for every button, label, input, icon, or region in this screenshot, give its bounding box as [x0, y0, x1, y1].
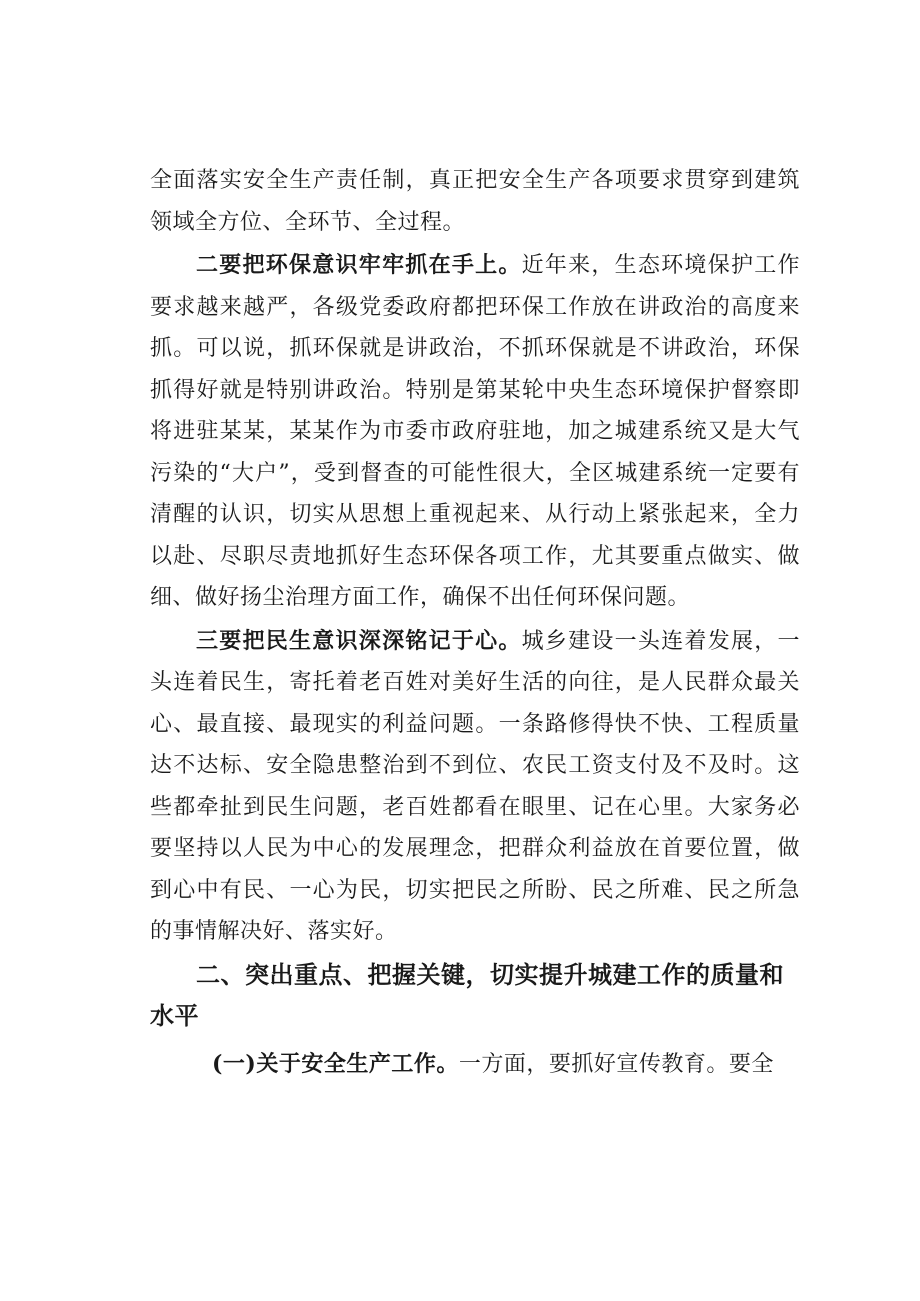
section-heading: 二、突出重点、把握关键，切实提升城建工作的质量和水平 — [150, 960, 784, 1030]
paragraph-2 — [150, 245, 800, 619]
document-page — [150, 160, 800, 1085]
subsection-text: 一方面，要抓好宣传教育。要全 — [458, 1051, 774, 1077]
paragraph-1 — [150, 160, 800, 243]
paragraph-3-lead: 三要把民生意识深深铭记于心。 — [196, 627, 522, 654]
paragraph-3-text: 城乡建设一头连着发展，一头连着民生，寄托着老百姓对美好生活的向往，是人民群众最关心、最直接、最现实的利益问题。一条路修得快不快、工程质量达不达标、安全隐患整治到不到位、农民工资支付及不及时。这些都牵扯到民生问题，老百姓都看在眼里、记在心里。大家务必要坚持以人民为中心的发展理念，把群众利益放在首要位置，做到心中有民、一心为民，切实把民之所盼、民之所难、民之所急的事情解决好、落实好。 — [150, 628, 800, 944]
paragraph-2-lead: 二要把环保意识牢牢抓在手上。 — [196, 252, 522, 278]
paragraph-2-text: 近年来，生态环境保护工作要求越来越严，各级党委政府都把环保工作放在讲政治的高度来抓。可以说，抓环保就是讲政治，不抓环保就是不讲政治，环保抓得好就是特别讲政治。特别是第某轮中央生态环境保护督察即将进驻某某，某某作为市委市政府驻地，加之城建系统又是大气污染的“大户”，受到督查的可能性很大，全区城建系统一定要有清醒的认识，切实从思想上重视起来、从行动上紧张起来，全力以赴、尽职尽责地抓好生态环保各项工作，尤其要重点做实、做细、做好扬尘治理方面工作，确保不出任何环保问题。 — [150, 253, 800, 610]
paragraph-3 — [150, 621, 800, 953]
subsection-lead: (一)关于安全生产工作。 — [212, 1050, 459, 1077]
subsection-paragraph — [150, 1044, 800, 1086]
paragraph-1-text: 全面落实安全生产责任制，真正把安全生产各项要求贯穿到建筑领域全方位、全环节、全过程。 — [150, 168, 800, 235]
